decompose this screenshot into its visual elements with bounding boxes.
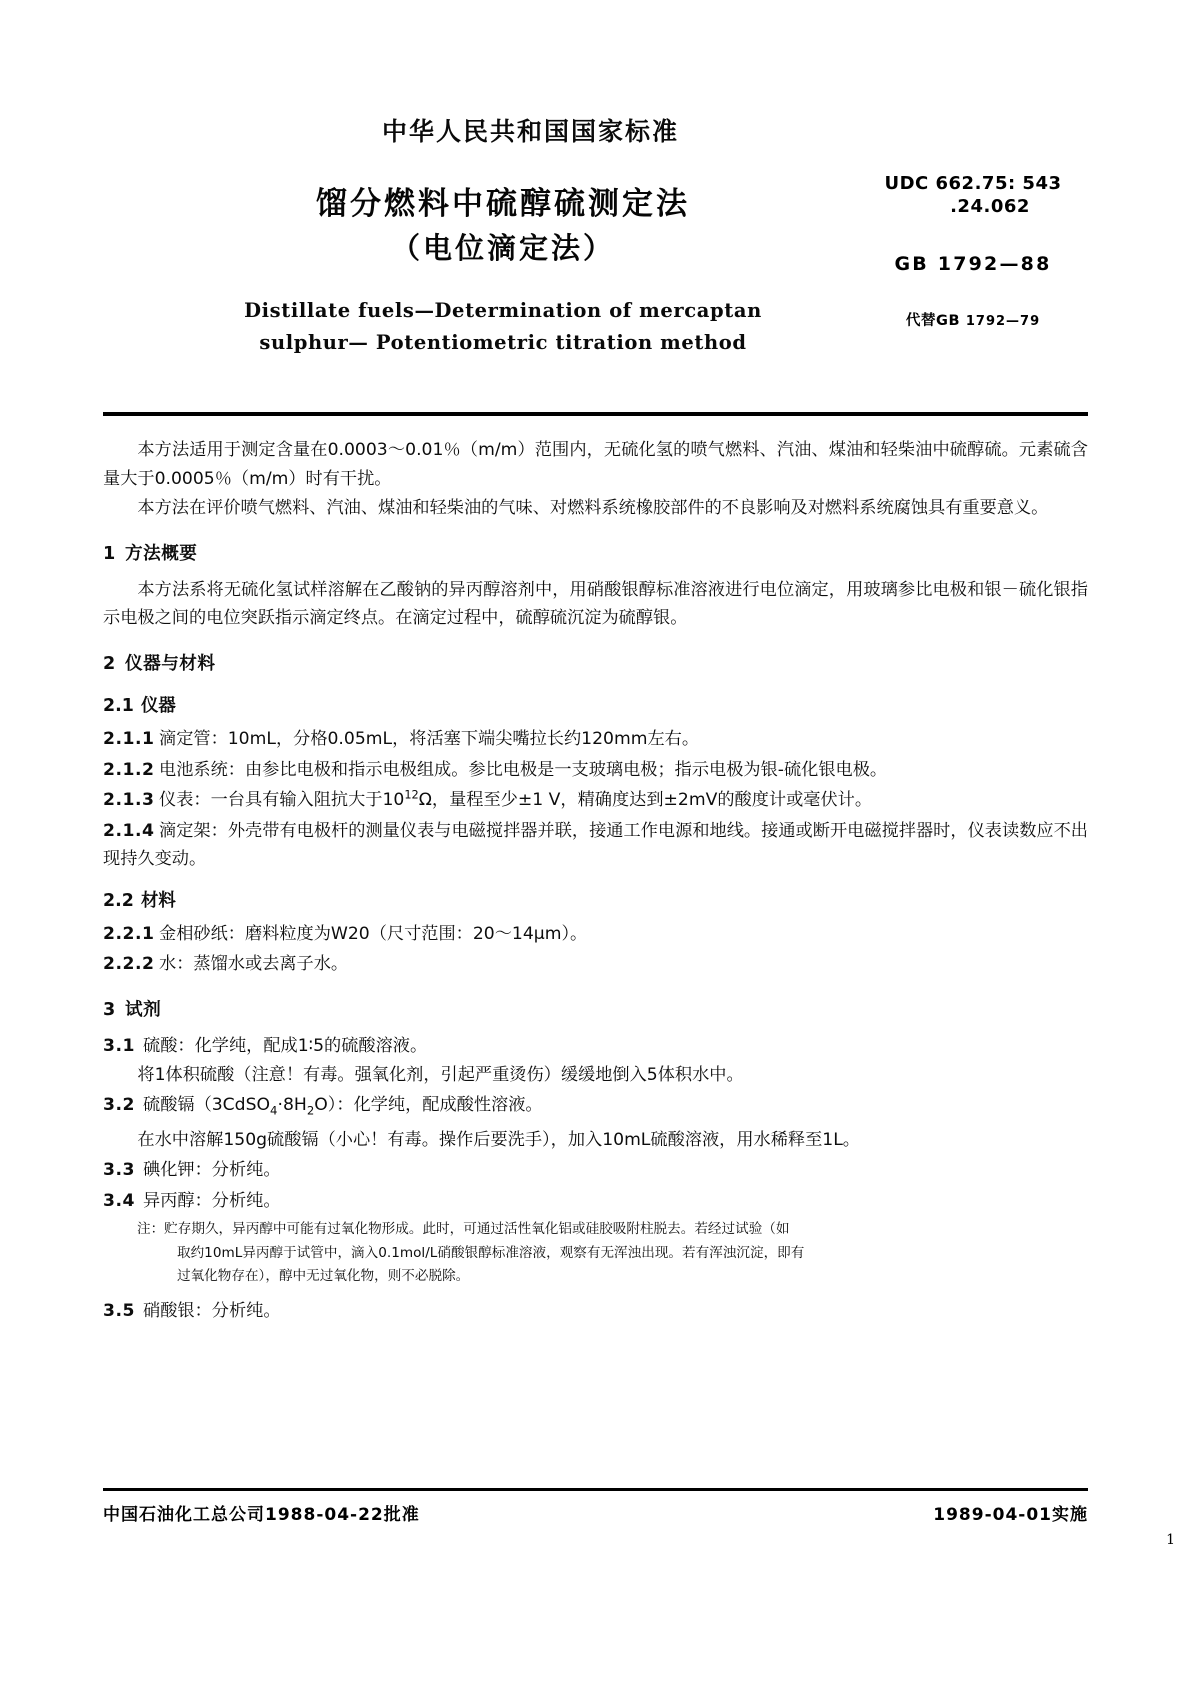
clause-3-4 <box>103 1187 1088 1216</box>
clause-3-5-number: 3.5 <box>103 1300 135 1321</box>
section-heading-1 <box>103 540 1088 569</box>
replaces-standard <box>843 309 1103 330</box>
clause-3-2-text-a: 硫酸镉（3CdSO <box>143 1095 271 1116</box>
clause-3-3-text: 碘化钾：分析纯。 <box>143 1160 281 1181</box>
section-1-paragraph: 本方法系将无硫化氢试样溶解在乙酸钠的异丙醇溶剂中，用硝酸银醇标准溶液进行电位滴定，用玻璃参比电极和银－硫化银指示电极之间的电位突跃指示滴定终点。在滴定过程中，硫醇硫沉淀为硫醇银。 <box>103 579 1088 629</box>
clause-3-3 <box>103 1156 1088 1185</box>
clause-3-1-text: 硫酸：化学纯，配成1∶5的硫酸溶液。 <box>143 1035 428 1056</box>
clause-3-2-text-c: O）：化学纯，配成酸性溶液。 <box>314 1095 543 1116</box>
standard-codes-block <box>843 172 1103 330</box>
clause-2-2-2-text: 水：蒸馏水或去离子水。 <box>159 954 349 975</box>
clause-3-2-continuation: 在水中溶解150g硫酸镉（小心！有毒。操作后要洗手），加入10mL硫酸溶液，用水稀释至1L。 <box>137 1129 860 1150</box>
note-line-2: 取约10mL异丙醇于试管中，滴入0.1mol/L硝酸银醇标准溶液，观察有无浑浊出现。若有浑浊沉淀，即有 <box>177 1244 805 1261</box>
clause-2-1-2-number: 2.1.2 <box>103 759 155 780</box>
clause-3-1 <box>103 1032 1088 1061</box>
udc-code <box>843 172 1103 219</box>
header-divider-rule <box>103 412 1088 416</box>
clause-2-1-4-text: 滴定架：外壳带有电极杆的测量仪表与电磁搅拌器并联，接通工作电源和地线。接通或断开电磁搅拌器时，仪表读数应不出现持久变动。 <box>103 820 1088 870</box>
clause-2-2-1-text: 金相砂纸：磨料粒度为W20（尺寸范围：20～14μm）。 <box>159 923 588 944</box>
national-standard-label: 中华人民共和国国家标准 <box>381 117 679 146</box>
clause-3-2-text-b: ·8H <box>277 1095 307 1116</box>
clause-2-1-1-text: 滴定管：10mL，分格0.05mL，将活塞下端尖嘴拉长约120mm左右。 <box>159 729 700 750</box>
clause-3-2-subscript-2: 2 <box>306 1103 315 1118</box>
section-heading-2-1 <box>103 692 1088 721</box>
clause-3-4-note <box>137 1218 1088 1289</box>
note-line-3: 过氧化物存在），醇中无过氧化物，则不必脱除。 <box>177 1268 470 1285</box>
clause-3-4-text: 异丙醇：分析纯。 <box>143 1190 281 1211</box>
footer-approval-text: 中国石油化工总公司1988‐04‐22批准 <box>103 1505 420 1525</box>
document-header <box>0 112 1191 358</box>
footer-divider-rule <box>103 1488 1088 1491</box>
section-3-number: 3 <box>103 999 116 1020</box>
clause-2-1-2-text: 电池系统：由参比电极和指示电极组成。参比电极是一支玻璃电极；指示电极为银‐硫化银电极。 <box>159 759 888 780</box>
clause-2-1-3 <box>103 786 1088 815</box>
clause-2-2-2 <box>103 950 1088 979</box>
clause-3-5-text: 硝酸银：分析纯。 <box>143 1300 281 1321</box>
clause-2-2-2-number: 2.2.2 <box>103 954 155 975</box>
udc-code-line-1: UDC 662.75: 543 <box>884 173 1062 194</box>
document-body <box>103 436 1088 1325</box>
section-1-number: 1 <box>103 543 116 564</box>
section-2-2-title: 材料 <box>141 890 176 911</box>
note-line-1: 注：贮存期久，异丙醇中可能有过氧化物形成。此时，可通过活性氧化铝或硅胶吸附柱脱去。若经过试验（如 <box>137 1221 790 1238</box>
section-1-title: 方法概要 <box>125 543 198 564</box>
page-number: 1 <box>1166 1532 1175 1548</box>
replaces-label: 代替GB <box>905 312 961 329</box>
clause-2-1-3-text-b: Ω，量程至少±1 V，精确度达到±2mV的酸度计或毫伏计。 <box>418 790 873 811</box>
title-chinese-line-1: 馏分燃料中硫醇硫测定法 <box>316 186 690 222</box>
clause-3-1-continuation: 将1体积硫酸（注意！有毒。强氧化剂，引起严重烫伤）缓缓地倒入5体积水中。 <box>137 1064 744 1085</box>
gb-standard-number: GB 1792—88 <box>894 252 1052 275</box>
clause-2-2-1-number: 2.2.1 <box>103 923 155 944</box>
scope-paragraph-1: 本方法适用于测定含量在0.0003～0.01％（m/m）范围内，无硫化氢的喷气燃料、汽油、煤油和轻柴油中硫醇硫。元素硫含量大于0.0005％（m/m）时有干扰。 <box>103 440 1088 489</box>
scope-paragraph-2: 本方法在评价喷气燃料、汽油、煤油和轻柴油的气味、对燃料系统橡胶部件的不良影响及对燃料系统腐蚀具有重要意义。 <box>137 498 1049 519</box>
clause-3-3-number: 3.3 <box>103 1160 135 1181</box>
clause-2-1-3-number: 2.1.3 <box>103 790 155 811</box>
clause-3-2-number: 3.2 <box>103 1095 135 1116</box>
clause-2-1-4 <box>103 817 1088 874</box>
clause-2-1-4-number: 2.1.4 <box>103 820 155 841</box>
spacer <box>103 1289 1088 1295</box>
section-heading-3 <box>103 996 1088 1025</box>
clause-3-4-number: 3.4 <box>103 1190 135 1211</box>
clause-2-1-2 <box>103 756 1088 785</box>
clause-2-1-3-exponent: 12 <box>404 787 419 802</box>
section-heading-2-2 <box>103 887 1088 916</box>
clause-3-5 <box>103 1297 1088 1326</box>
title-chinese-line-2: （电位滴定法） <box>390 230 615 265</box>
clause-3-2-subscript-1: 4 <box>270 1103 278 1118</box>
title-english-line-1: Distillate fuels—Determination of mercaptan <box>244 298 762 322</box>
clause-3-1-number: 3.1 <box>103 1035 135 1056</box>
section-3-title: 试剂 <box>125 999 162 1020</box>
section-2-1-title: 仪器 <box>141 696 176 717</box>
section-heading-2 <box>103 650 1088 679</box>
clause-2-2-1 <box>103 920 1088 949</box>
replaces-number: 1792—79 <box>965 313 1041 329</box>
section-2-number: 2 <box>103 653 116 674</box>
clause-2-1-1 <box>103 725 1088 754</box>
clause-2-1-1-number: 2.1.1 <box>103 729 155 750</box>
footer-implementation-text: 1989‐04‐01实施 <box>933 1505 1088 1525</box>
section-2-2-number: 2.2 <box>103 890 134 911</box>
udc-code-line-2: .24.062 <box>950 196 1030 218</box>
section-2-1-number: 2.1 <box>103 696 134 717</box>
clause-3-2 <box>103 1091 1088 1120</box>
clause-2-1-3-text-a: 仪表：一台具有输入阻抗大于10 <box>159 790 405 811</box>
title-english-line-2: sulphur— Potentiometric titration method <box>259 330 747 354</box>
section-2-title: 仪器与材料 <box>125 653 216 674</box>
